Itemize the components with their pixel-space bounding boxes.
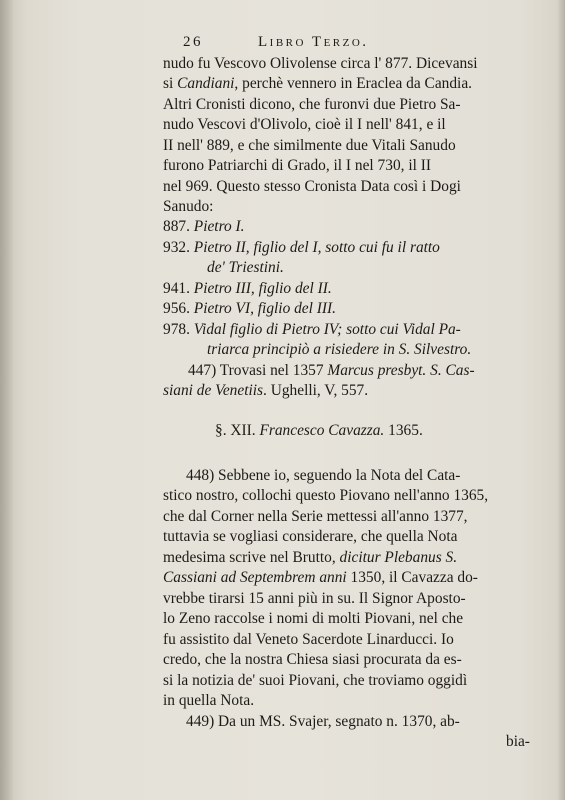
doge-entry: 887. Pietro I. [163,218,245,235]
running-title: Libro Terzo. [258,34,369,50]
doge-entry-cont: de' Triestini. [207,259,284,276]
text-line: si Candiani, perchè vennero in Eraclea da Candia. [163,75,472,92]
paragraph-line: 448) Sebbene io, seguendo la Nota del Cata- [186,467,461,484]
text-line: furono Patriarchi di Grado, il I nel 730, il II [163,157,431,174]
catchword: bia- [506,733,530,750]
paragraph-line: fu assistito dal Veneto Sacerdote Linarducci. Io [163,631,454,648]
paragraph-line: Cassiani ad Septembrem anni 1350, il Cavazza do- [163,569,478,586]
text-line: Altri Cronisti dicono, che furonvi due Pietro Sa- [163,96,461,113]
doge-entry-cont: triarca principiò a risiedere in S. Silvestro. [207,341,472,358]
paragraph-line: lo Zeno raccolse i nomi di molti Piovani, nel che [163,610,464,627]
doge-entry: 932. Pietro II, figlio del I, sotto cui fu il ratto [163,239,440,256]
section-heading: §. XII. Francesco Cavazza. 1365. [215,422,423,439]
note-447-cont: siani de Venetiis. Ughelli, V, 557. [163,382,369,399]
doge-entry: 941. Pietro III, figlio del II. [163,280,332,297]
doge-entry: 978. Vidal figlio di Pietro IV; sotto cui Vidal Pa- [163,321,461,338]
note-447: 447) Trovasi nel 1357 Marcus presbyt. S. Cas- [188,362,475,379]
paragraph-line: in quella Nota. [163,692,255,709]
paragraph-line: vrebbe tirarsi 15 anni più in su. Il Signor Aposto- [163,590,466,607]
text-line: nudo fu Vescovo Olivolense circa l' 877. Dicevansi [163,55,478,72]
doge-entry: 956. Pietro VI, figlio del III. [163,300,336,317]
paragraph-line: 449) Da un MS. Svajer, segnato n. 1370, ab- [186,713,460,730]
text-line: Sanudo: [163,198,214,215]
paragraph-line: che dal Corner nella Serie mettessi all'anno 1377, [163,508,468,525]
text-line: II nell' 889, e che similmente due Vitali Sanudo [163,137,456,154]
paragraph-line: tuttavia se vogliasi considerare, che quella Nota [163,528,458,545]
page-number: 26 [183,34,203,50]
text-line: nel 969. Questo stesso Cronista Data così i Dogi [163,178,461,195]
paragraph-line: stico nostro, collochi questo Piovano nell'anno 1365, [163,487,489,504]
paragraph-line: medesima scrive nel Brutto, dicitur Plebanus S. [163,549,458,566]
paragraph-line: credo, che la nostra Chiesa siasi procurata da es- [163,651,462,668]
text-line: nudo Vescovi d'Olivolo, cioè il I nell' 841, e il [163,116,446,133]
paragraph-line: si la notizia de' suoi Piovani, che troviamo oggidì [163,672,468,689]
